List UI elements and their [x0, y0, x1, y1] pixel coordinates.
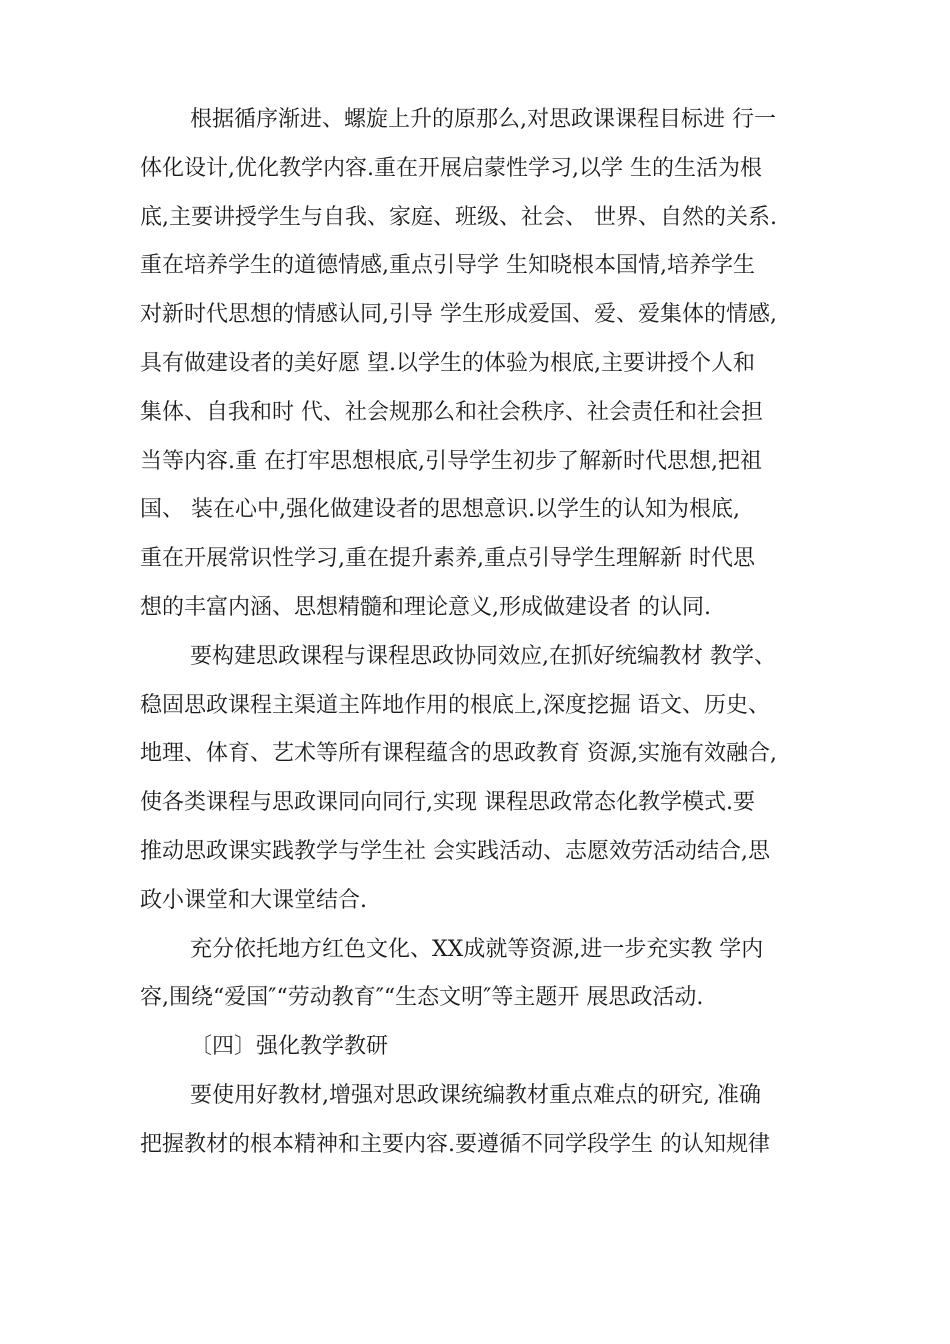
text-line: 容,围绕“爱国″“劳动教育″“生态文明″等主题开 展思政活动.: [140, 985, 704, 1011]
text-line: 把握教材的根本精神和主要内容.要遵循不同学段学生 的认知规律: [140, 1131, 770, 1157]
text-line: 稳固思政课程主渠道主阵地作用的根底上,深度挖掘 语文、历史、: [140, 692, 770, 718]
text-line: 当等内容.重 在打牢思想根底,引导学生初步了解新时代思想,把祖: [140, 448, 762, 474]
text-line: 体化设计,优化教学内容.重在开展启蒙性学习,以学 生的生活为根: [140, 155, 762, 181]
text-line: 要构建思政课程与课程思政协同效应,在抓好统编教材 教学、: [190, 643, 776, 669]
text-line: 地理、体育、艺术等所有课程蕴含的思政教育 资源,实施有效融合,: [140, 741, 777, 767]
text-line: 底,主要讲授学生与自我、家庭、班级、社会、 世界、自然的关系.: [140, 204, 777, 230]
text-line: 对新时代思想的情感认同,引导 学生形成爱国、爱、爱集体的情感,: [140, 302, 777, 328]
body-text: [140, 96, 840, 1170]
text-line: 国、 装在心中,强化做建设者的思想意识.以学生的认知为根底,: [140, 497, 740, 523]
text-line: 重在培养学生的道德情感,重点引导学 生知晓根本国情,培养学生: [140, 253, 755, 279]
section-heading: 〔四〕强化教学教研: [190, 1034, 389, 1060]
text-line: 政小课堂和大课堂结合.: [140, 887, 367, 913]
text-line: 集体、自我和时 代、社会规那么和社会秩序、社会责任和社会担: [140, 399, 763, 425]
text-line: 想的丰富内涵、思想精髓和理论意义,形成做建设者 的认同.: [140, 594, 711, 620]
text-line: 使各类课程与思政课同向同行,实现 课程思政常态化教学模式.要: [140, 790, 755, 816]
text-line: 推动思政课实践教学与学生社 会实践活动、志愿效劳活动结合,思: [140, 838, 770, 864]
text-line: 重在开展常识性学习,重在提升素养,重点引导学生理解新 时代思: [140, 546, 755, 572]
text-line: 要使用好教材,增强对思政课统编教材重点难点的研究, 准确: [190, 1082, 761, 1108]
text-line: 具有做建设者的美好愿 望.以学生的体验为根底,主要讲授个人和: [140, 350, 755, 376]
text-line: 根据循序渐进、螺旋上升的原那么,对思政课课程目标进 行一: [190, 107, 776, 132]
text-line: 充分依托地方红色文化、XX成就等资源,进一步充实教 学内: [190, 936, 764, 962]
